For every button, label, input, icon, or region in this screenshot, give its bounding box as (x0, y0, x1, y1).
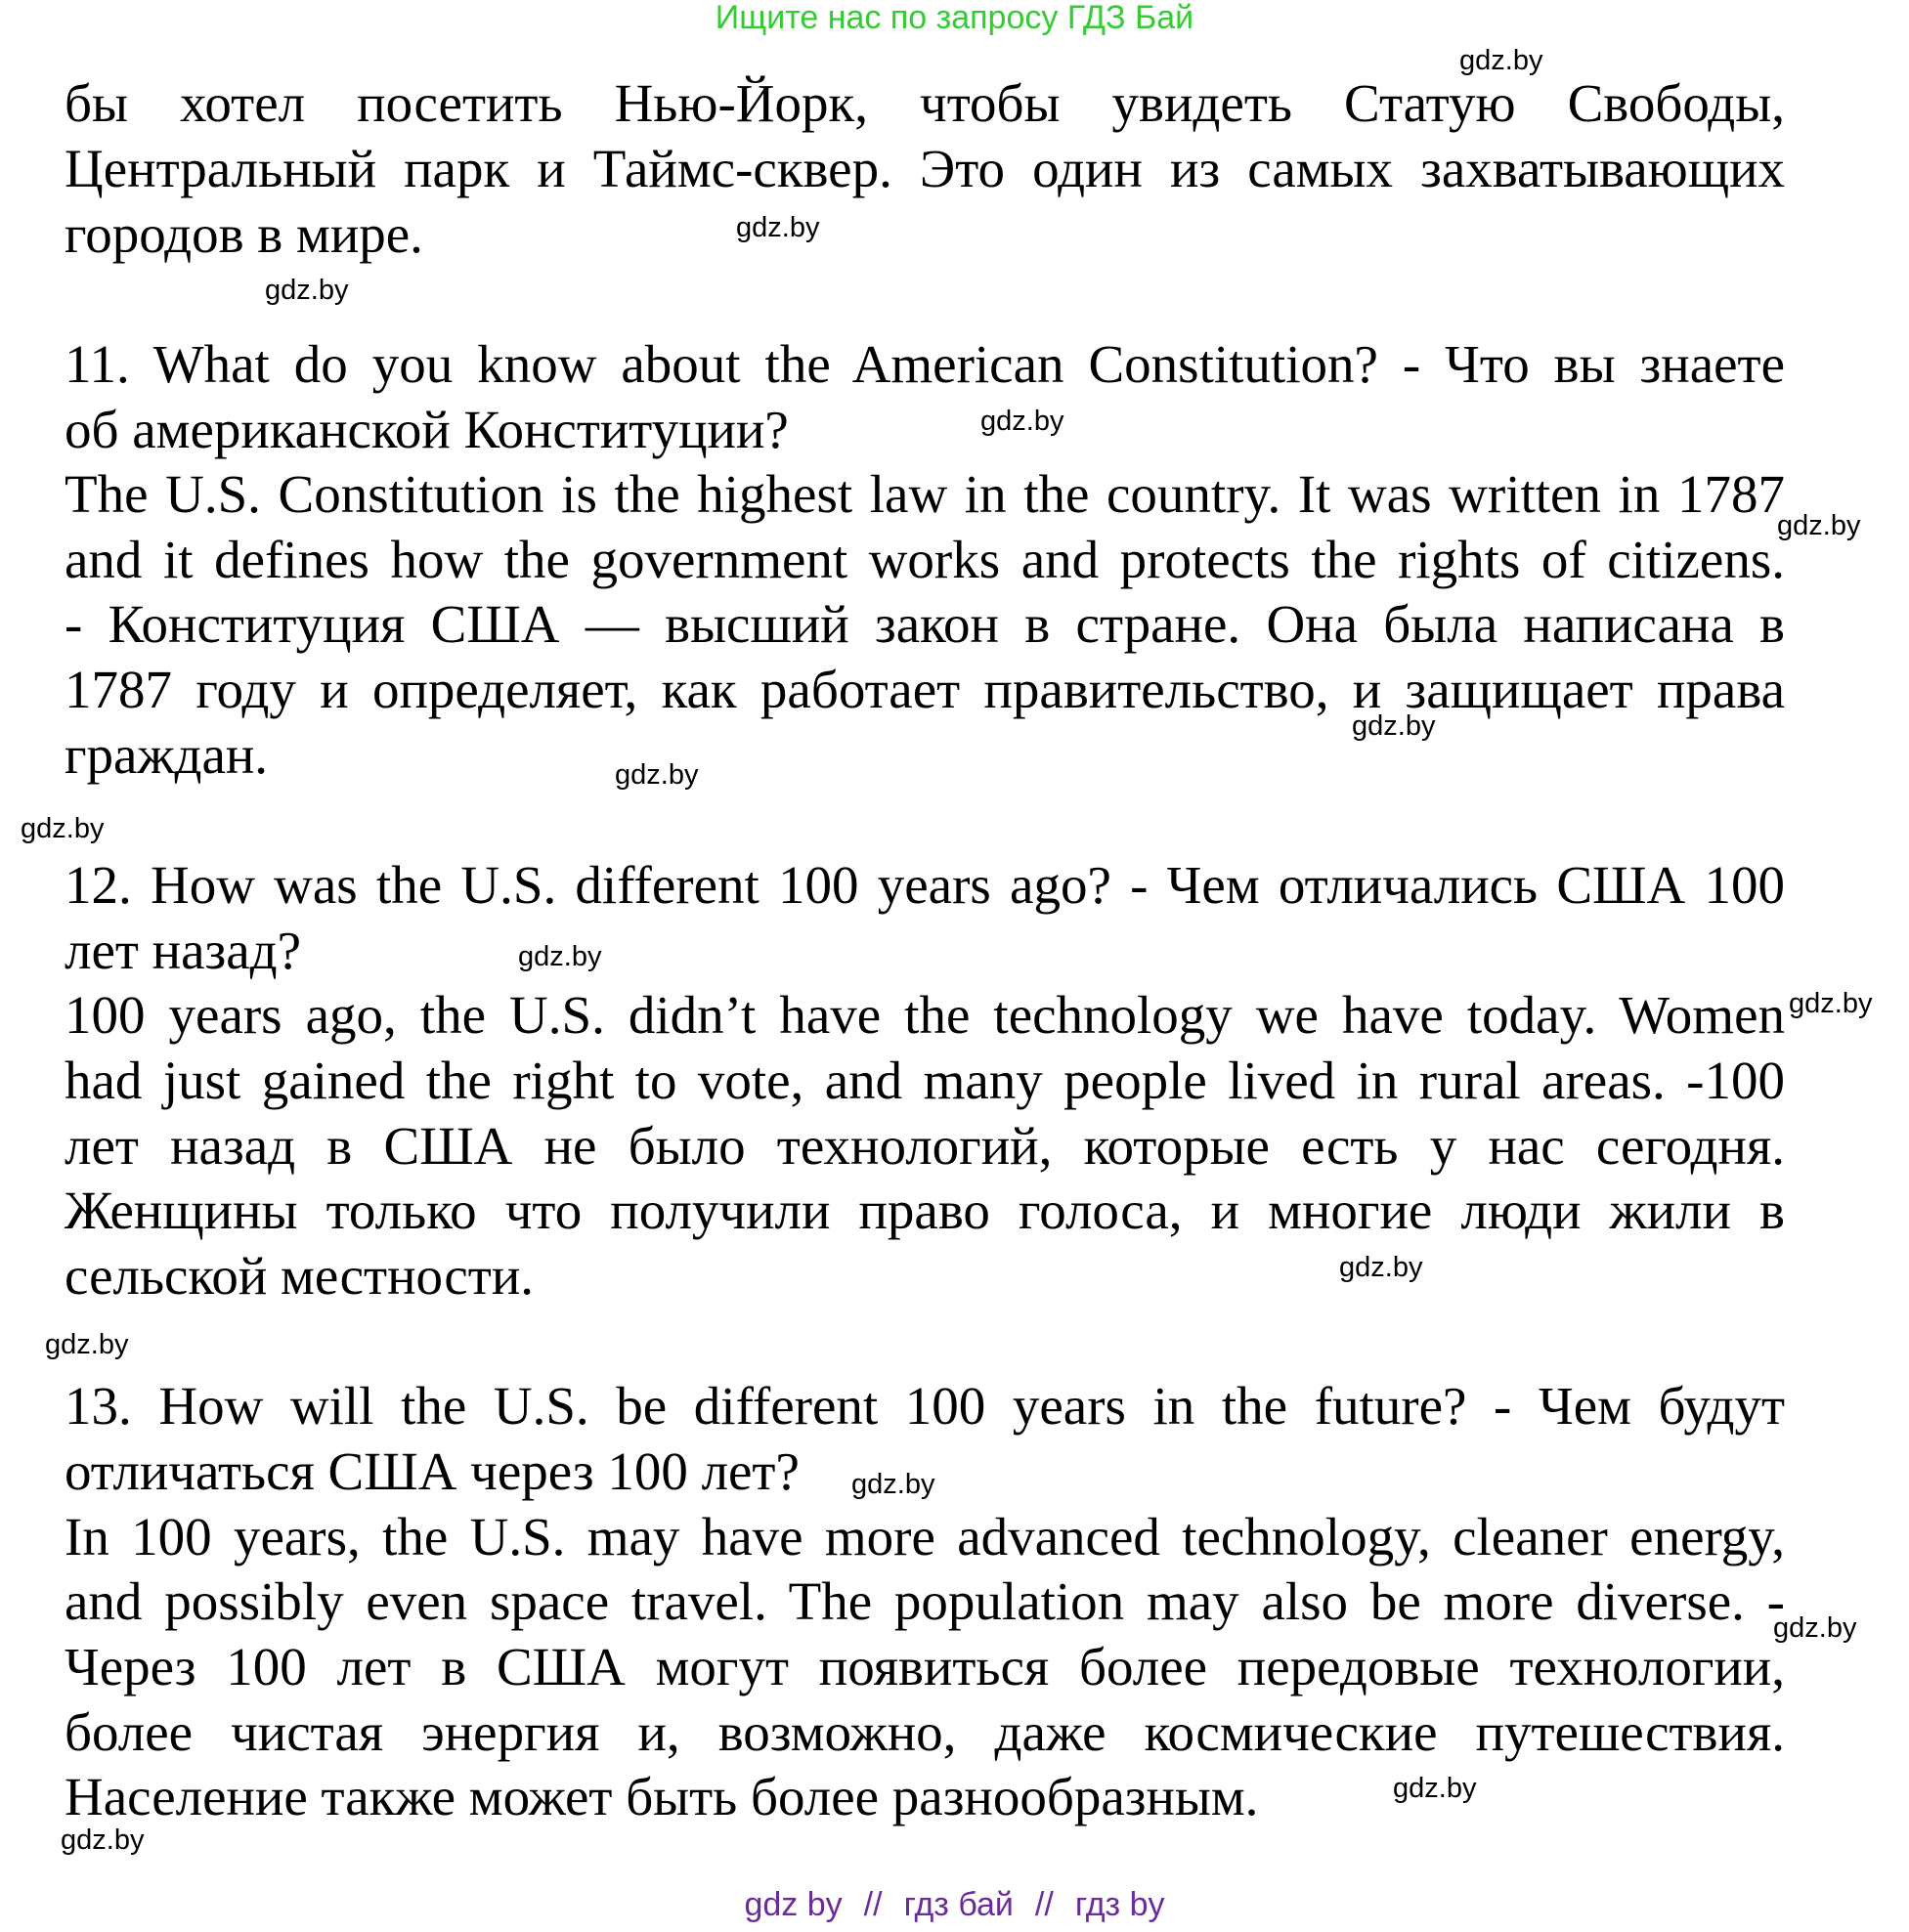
watermark: gdz.by (61, 1825, 145, 1856)
watermark: gdz.by (615, 759, 699, 791)
watermark: gdz.by (1352, 710, 1436, 742)
answer-12-line: 100 years ago, the U.S. didn’t have the technology we have today. Women (65, 985, 1785, 1045)
answer-13-line: более чистая энергия и, возможно, даже космические путешествия. (65, 1702, 1785, 1762)
footer-separator: // (863, 1886, 883, 1923)
watermark: gdz.by (1459, 45, 1543, 76)
answer-13-line: and possibly even space travel. The population may also be more diverse. - (65, 1571, 1785, 1631)
footer-link[interactable]: гдз бай (903, 1886, 1014, 1923)
watermark: gdz.by (1393, 1773, 1477, 1804)
footer-link[interactable]: gdz by (744, 1886, 843, 1923)
watermark: gdz.by (21, 813, 105, 844)
watermark: gdz.by (736, 212, 820, 243)
answer-13-line: In 100 years, the U.S. may have more advanced technology, cleaner energy, (65, 1507, 1785, 1567)
text-line: городов в мире. (65, 204, 423, 264)
question-12-line: 12. How was the U.S. different 100 years ago? - Чем отличались США 100 (65, 855, 1785, 915)
question-11-line: об американской Конституции? (65, 400, 789, 459)
watermark: gdz.by (265, 275, 349, 306)
text-line: Центральный парк и Таймс-сквер. Это один из самых захватывающих (65, 139, 1785, 198)
answer-11-line: The U.S. Constitution is the highest law in the country. It was written in 1787 (65, 464, 1785, 524)
answer-11-line: and it defines how the government works and protects the rights of citizens. (65, 530, 1785, 589)
answer-11-line: 1787 году и определяет, как работает правительство, и защищает права (65, 660, 1785, 719)
answer-11-line: граждан. (65, 725, 269, 785)
answer-12-line: сельской местности. (65, 1246, 535, 1306)
question-12-line: лет назад? (65, 921, 302, 980)
answer-12-line: Женщины только что получили право голоса, и многие люди жили в (65, 1181, 1785, 1240)
watermark: gdz.by (851, 1469, 935, 1500)
watermark: gdz.by (980, 406, 1064, 437)
answer-13-line: Через 100 лет в США могут появиться более передовые технологии, (65, 1637, 1785, 1696)
watermark: gdz.by (518, 941, 602, 972)
answer-12-line: лет назад в США не было технологий, которые есть у нас сегодня. (65, 1116, 1785, 1176)
answer-11-line: - Конституция США — высший закон в стране. Она была написана в (65, 594, 1785, 654)
text-line: бы хотел посетить Нью-Йорк, чтобы увидеть Статую Свободы, (65, 73, 1785, 133)
watermark: gdz.by (1773, 1612, 1857, 1644)
question-11-line: 11. What do you know about the American Constitution? - Что вы знаете (65, 334, 1785, 394)
footer-separator: // (1034, 1886, 1054, 1923)
watermark: gdz.by (1789, 988, 1873, 1019)
watermark: gdz.by (1777, 510, 1861, 541)
watermark: gdz.by (45, 1329, 129, 1360)
answer-12-line: had just gained the right to vote, and many people lived in rural areas. -100 (65, 1051, 1785, 1110)
footer-links (0, 1885, 1909, 1924)
search-banner: Ищите нас по запросу ГДЗ Бай (715, 0, 1194, 36)
question-13-line: 13. How will the U.S. be different 100 years in the future? - Чем будут (65, 1376, 1785, 1436)
footer-link[interactable]: гдз by (1074, 1886, 1165, 1923)
watermark: gdz.by (1339, 1252, 1423, 1283)
question-13-line: отличаться США через 100 лет? (65, 1441, 800, 1501)
answer-13-line: Население также может быть более разнообразным. (65, 1767, 1259, 1826)
